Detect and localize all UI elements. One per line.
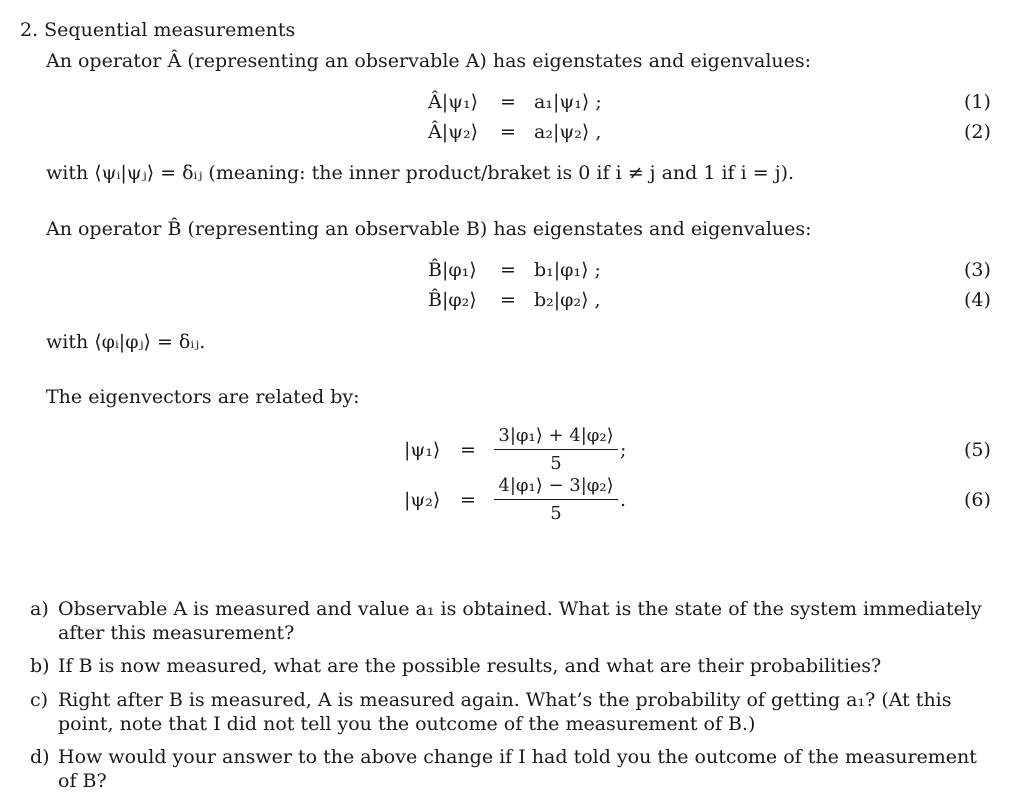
eq-5-lhs: |ψ₁⟩: [404, 439, 441, 461]
orthonormality-a: with ⟨ψᵢ|ψⱼ⟩ = δᵢⱼ (meaning: the inner product/braket is 0 if i ≠ j and 1 if i = j).: [46, 162, 795, 184]
orthonormality-b: with ⟨φᵢ|φⱼ⟩ = δᵢⱼ.: [46, 331, 206, 353]
eq-3-lhs: B̂|φ₁⟩: [428, 259, 477, 281]
eq-2-rhs: a₂|ψ₂⟩ ,: [534, 121, 602, 143]
eq-6-fraction-bar: [494, 499, 618, 500]
eq-5-rel: =: [460, 439, 476, 461]
eq-6-fraction: [494, 475, 618, 525]
eq-6-numerator: 4|φ₁⟩ − 3|φ₂⟩: [498, 475, 614, 496]
question-c-text: Right after B is measured, A is measured again. What’s the probability of getting a₁? (At this point, note that I did not tell you the outcome of the measurement of B.): [58, 689, 952, 735]
question-a-text: Observable A is measured and value a₁ is obtained. What is the state of the system immediately after this measurement?: [58, 598, 982, 644]
eq-5-fraction-bar: [494, 449, 618, 450]
question-a-label: a): [30, 598, 49, 620]
eq-2-number: (2): [964, 121, 991, 143]
eq-6-denominator: 5: [550, 503, 562, 524]
eq-2-lhs: Â|ψ₂⟩: [428, 121, 479, 143]
eq-2-rel: =: [500, 121, 516, 143]
eq-5-number: (5): [964, 439, 991, 461]
eq-6-rel: =: [460, 489, 476, 511]
intro-operator-a: An operator Â (representing an observable A) has eigenstates and eigenvalues:: [46, 50, 812, 72]
eq-1-number: (1): [964, 91, 991, 113]
eq-6-number: (6): [964, 489, 991, 511]
eq-5-denominator: 5: [550, 453, 562, 474]
eq-4-rhs: b₂|φ₂⟩ ,: [534, 289, 601, 311]
question-d-text: How would your answer to the above change if I had told you the outcome of the measurement of B?: [58, 746, 977, 792]
eq-1-rel: =: [500, 91, 516, 113]
question-b-label: b): [30, 655, 50, 677]
question-c-label: c): [30, 689, 49, 711]
relation-intro: The eigenvectors are related by:: [46, 386, 360, 408]
question-b-text: If B is now measured, what are the possible results, and what are their probabilities?: [58, 655, 882, 677]
eq-4-number: (4): [964, 289, 991, 311]
eq-3-number: (3): [964, 259, 991, 281]
eq-5-punct: ;: [620, 439, 627, 461]
eq-5-numerator: 3|φ₁⟩ + 4|φ₂⟩: [498, 425, 614, 446]
eq-4-lhs: B̂|φ₂⟩: [428, 289, 477, 311]
eq-1-lhs: Â|ψ₁⟩: [428, 91, 479, 113]
intro-operator-b: An operator B̂ (representing an observable B) has eigenstates and eigenvalues:: [46, 218, 812, 240]
eq-6-punct: .: [620, 489, 627, 511]
eq-1-rhs: a₁|ψ₁⟩ ;: [534, 91, 602, 113]
section-title: 2. Sequential measurements: [20, 19, 296, 41]
question-d-label: d): [30, 746, 50, 768]
eq-3-rhs: b₁|φ₁⟩ ;: [534, 259, 601, 281]
eq-3-rel: =: [500, 259, 516, 281]
eq-5-fraction: [494, 425, 618, 475]
eq-4-rel: =: [500, 289, 516, 311]
eq-6-lhs: |ψ₂⟩: [404, 489, 441, 511]
